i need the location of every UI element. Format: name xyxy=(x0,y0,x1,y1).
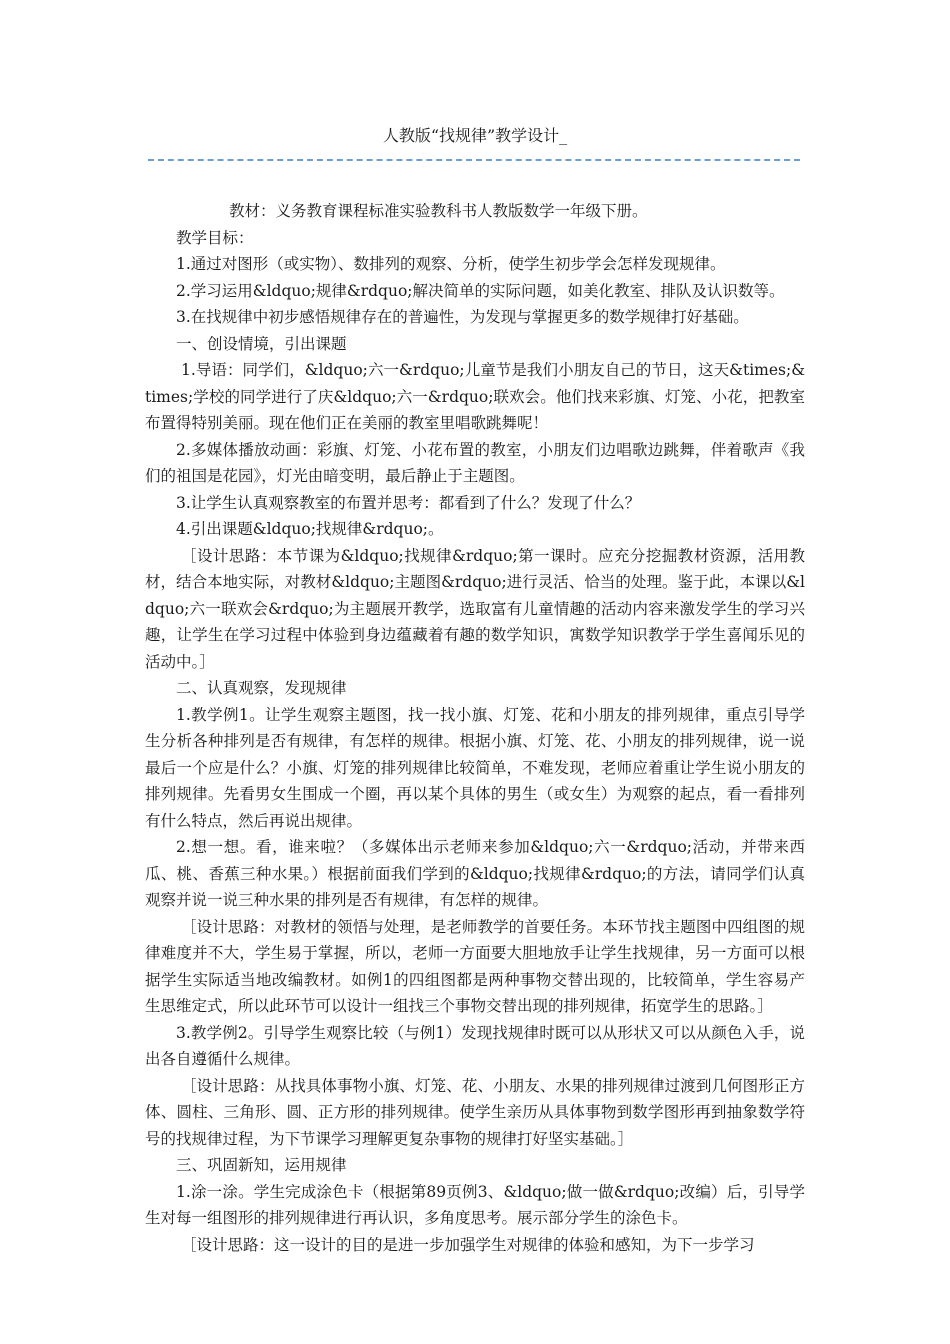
paragraph: 1.涂一涂。学生完成涂色卡（根据第89页例3、&ldquo;做一做&rdquo;改编）后，引导学生对每一组图形的排列规律进行再认识，多角度思考。展示部分学生的涂色卡。 xyxy=(145,1182,805,1227)
section-heading: 二、认真观察，发现规律 xyxy=(176,679,347,697)
section-heading: 三、巩固新知，运用规律 xyxy=(176,1156,347,1174)
paragraph: 教材：义务教育课程标准实验教科书人教版数学一年级下册。 xyxy=(229,202,648,220)
document-body xyxy=(145,198,805,1258)
paragraph: 1.教学例1。让学生观察主题图，找一找小旗、灯笼、花和小朋友的排列规律，重点引导学生分析各种排列是否有规律，有怎样的规律。根据小旗、灯笼、花、小朋友的排列规律，说一说最后一个应是什么？小旗、灯笼的排列规律比较简单，不难发现，老师应着重让学生说小朋友的排列规律。先看男女生围成一个圈，再以某个具体的男生（或女生）为观察的起点，看一看排列有什么特点，然后再说出规律。 xyxy=(145,705,805,830)
design-note: ［设计思路：本节课为&ldquo;找规律&rdquo;第一课时。应充分挖掘教材资源，活用教材，结合本地实际，对教材&ldquo;主题图&rdquo;进行灵活、恰当的处理。鉴于此，本课以&ldquo;六一联欢会&rdquo;为主题展开教学，选取富有儿童情趣的活动内容来激发学生的学习兴趣，让学生在学习过程中体验到身边蕴藏着有趣的数学知识，寓数学知识教学于学生喜闻乐见的活动中。］ xyxy=(145,546,805,671)
paragraph: 1.导语：同学们，&ldquo;六一&rdquo;儿童节是我们小朋友自己的节日，这天&times;&times;学校的同学进行了庆&ldquo;六一&rdquo;联欢会。他们找来彩旗、灯笼、小花，把教室布置得特别美丽。现在他们正在美丽的教室里唱歌跳舞呢！ xyxy=(145,361,805,432)
design-note: ［设计思路：这一设计的目的是进一步加强学生对规律的体验和感知，为下一步学习 xyxy=(181,1235,755,1254)
paragraph: 2.学习运用&ldquo;规律&rdquo;解决简单的实际问题，如美化教室、排队及认识数等。 xyxy=(176,281,785,300)
design-note: ［设计思路：从找具体事物小旗、灯笼、花、小朋友、水果的排列规律过渡到几何图形正方体、圆柱、三角形、圆、正方形的排列规律。使学生亲历从具体事物到数学图形再到抽象数学符号的找规律过程，为下节课学习理解更复杂事物的规律打好坚实基础。］ xyxy=(145,1076,805,1148)
design-note: ［设计思路：对教材的领悟与处理，是老师教学的首要任务。本环节找主题图中四组图的规律难度并不大，学生易于掌握，所以，老师一方面要大胆地放手让学生找规律，另一方面可以根据学生实际适当地改编教材。如例1的四组图都是两种事物交替出现的，比较简单，学生容易产生思维定式，所以此环节可以设计一组找三个事物交替出现的排列规律，拓宽学生的思路。］ xyxy=(145,917,805,1015)
paragraph: 1.通过对图形（或实物）、数排列的观察、分析，使学生初步学会怎样发现规律。 xyxy=(176,255,726,273)
paragraph: 2.想一想。看，谁来啦？（多媒体出示老师来参加&ldquo;六一&rdquo;活动，并带来西瓜、桃、香蕉三种水果。）根据前面我们学到的&ldquo;找规律&rdquo;的方法，请同学们认真观察并说一说三种水果的排列是否有规律，有怎样的规律。 xyxy=(145,838,805,909)
title-divider xyxy=(148,159,800,161)
paragraph: 3.在找规律中初步感悟规律存在的普遍性，为发现与掌握更多的数学规律打好基础。 xyxy=(176,308,749,326)
paragraph: 教学目标： xyxy=(176,228,254,247)
section-heading: 一、创设情境，引出课题 xyxy=(176,334,347,353)
paragraph: 4.引出课题&ldquo;找规律&rdquo;。 xyxy=(176,520,444,538)
paragraph: 3.让学生认真观察教室的布置并思考：都看到了什么？发现了什么？ xyxy=(176,493,641,512)
paragraph: 3.教学例2。引导学生观察比较（与例1）发现找规律时既可以从形状又可以从颜色入手，说出各自遵循什么规律。 xyxy=(145,1023,805,1068)
page-title: 人教版“找规律”教学设计_ xyxy=(382,126,568,145)
paragraph: 2.多媒体播放动画：彩旗、灯笼、小花布置的教室，小朋友们边唱歌边跳舞，伴着歌声《我们的祖国是花园》，灯光由暗变明，最后静止于主题图。 xyxy=(145,440,805,485)
